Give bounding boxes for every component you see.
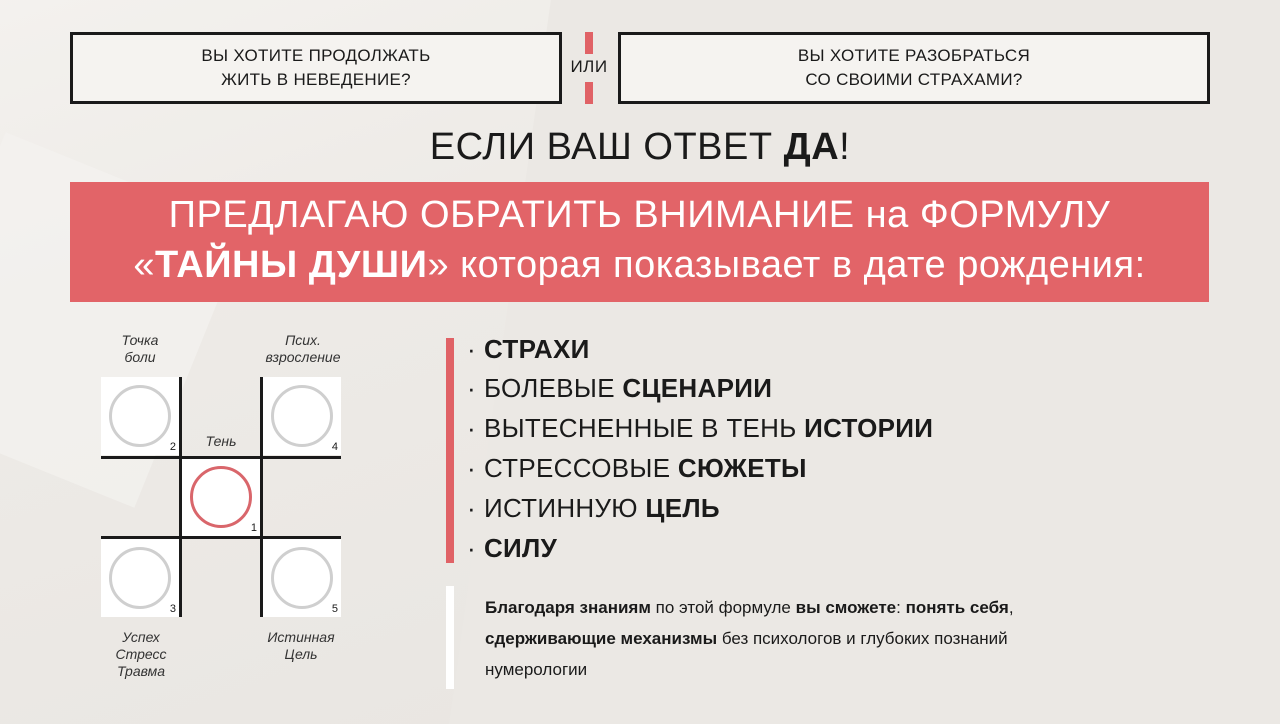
bullet: · — [467, 453, 476, 483]
note-text-3: , — [1008, 598, 1014, 617]
note-line-3: нумерологии — [485, 660, 588, 679]
question-right-line-1: ВЫ ХОТИТЕ РАЗОБРАТЬСЯ — [797, 46, 1031, 65]
label-success-line-1: Успех — [122, 629, 160, 645]
cell-4 — [263, 377, 341, 455]
banner-quote-open: « — [133, 244, 155, 286]
label-pain-line-1: Точка — [121, 332, 159, 348]
label-psych-line-1: Псих. — [285, 332, 321, 348]
list-item-bold: СИЛУ — [483, 533, 558, 563]
circle-3 — [109, 547, 171, 609]
label-goal-line-2: Цель — [284, 646, 318, 662]
list-item — [467, 452, 807, 484]
cell-5 — [263, 539, 341, 617]
list-item-bold: СЮЖЕТЫ — [677, 453, 807, 483]
bullet: · — [467, 334, 476, 364]
note-bold-3: понять себя — [905, 598, 1009, 617]
note-bold-2: вы сможете — [795, 598, 897, 617]
cell-number-5: 5 — [331, 603, 338, 615]
list-item-text: ВЫТЕСНЕННЫЕ В ТЕНЬ — [483, 413, 805, 443]
separator-bar-bottom — [585, 82, 593, 104]
bullet: · — [467, 493, 476, 523]
list-item — [467, 532, 557, 564]
list-item — [467, 412, 933, 444]
grid-line-h2 — [101, 536, 341, 539]
list-item-bold: ЦЕЛЬ — [645, 493, 720, 523]
note-text-2: : — [896, 598, 906, 617]
note-line-2 — [485, 623, 1205, 654]
list-item-bold: ИСТОРИИ — [804, 413, 934, 443]
circle-2 — [109, 385, 171, 447]
grid-line-v1 — [179, 377, 182, 617]
note-line-1 — [485, 592, 1205, 623]
bullet: · — [467, 413, 476, 443]
question-left-line-2: ЖИТЬ В НЕВЕДЕНИЕ? — [221, 70, 411, 89]
label-true-goal — [253, 629, 349, 663]
note-bold-4: сдерживающие механизмы — [485, 629, 718, 648]
question-right-box — [618, 32, 1210, 104]
label-success-line-3: Травма — [116, 663, 166, 679]
question-right-line-2: СО СВОИМИ СТРАХАМИ? — [805, 70, 1023, 89]
list-item — [467, 492, 720, 524]
grid-line-h1 — [101, 456, 341, 459]
bullet: · — [467, 533, 476, 563]
cell-1 — [182, 458, 260, 536]
note-text-4: без психологов и глубоких познаний — [717, 629, 1008, 648]
list-item — [467, 372, 772, 404]
cell-number-2: 2 — [169, 441, 176, 453]
question-left-box — [70, 32, 562, 104]
headline-bold: ДА — [783, 126, 840, 168]
grid-line-v2 — [260, 377, 263, 617]
label-pain-point — [105, 332, 175, 366]
banner-line-2-rest: » которая показывает в дате рождения: — [427, 244, 1146, 286]
headline-prefix: ЕСЛИ ВАШ ОТВЕТ — [429, 126, 784, 168]
list-item-text: СТРЕССОВЫЕ — [483, 453, 678, 483]
label-goal-line-1: Истинная — [267, 629, 335, 645]
list-item-bold: СЦЕНАРИИ — [622, 373, 773, 403]
separator-bar-top — [585, 32, 593, 54]
banner-line-2 — [70, 244, 1209, 287]
cell-number-3: 3 — [169, 603, 176, 615]
cell-3 — [101, 539, 179, 617]
label-psych-line-2: взросление — [265, 349, 341, 365]
bullet: · — [467, 373, 476, 403]
note-text-1: по этой формуле — [650, 598, 796, 617]
list-item-text: ИСТИННУЮ — [483, 493, 646, 523]
label-success — [103, 629, 179, 680]
cell-2 — [101, 377, 179, 455]
circle-1 — [190, 466, 252, 528]
separator-text: ИЛИ — [570, 57, 608, 76]
circle-5 — [271, 547, 333, 609]
headline — [0, 126, 1280, 169]
label-psych-growth — [248, 332, 358, 366]
label-success-line-2: Стресс — [115, 646, 167, 662]
list-item — [467, 333, 590, 365]
benefit-note — [485, 592, 1205, 685]
cell-number-1: 1 — [250, 522, 257, 534]
note-bold-1: Благодаря знаниям — [485, 598, 651, 617]
headline-suffix: ! — [839, 126, 851, 168]
banner-formula-name: ТАЙНЫ ДУШИ — [154, 244, 428, 286]
cell-number-4: 4 — [331, 441, 338, 453]
circle-4 — [271, 385, 333, 447]
question-left-line-1: ВЫ ХОТИТЕ ПРОДОЛЖАТЬ — [201, 46, 431, 65]
note-accent-bar — [446, 586, 454, 689]
list-accent-bar — [446, 338, 454, 563]
banner-line-1: ПРЕДЛАГАЮ ОБРАТИТЬ ВНИМАНИЕ на ФОРМУЛУ — [168, 194, 1111, 236]
label-shadow: Тень — [205, 433, 237, 449]
label-pain-line-2: боли — [124, 349, 156, 365]
offer-banner — [70, 182, 1209, 302]
list-item-bold: СТРАХИ — [483, 334, 590, 364]
list-item-text: БОЛЕВЫЕ — [483, 373, 623, 403]
